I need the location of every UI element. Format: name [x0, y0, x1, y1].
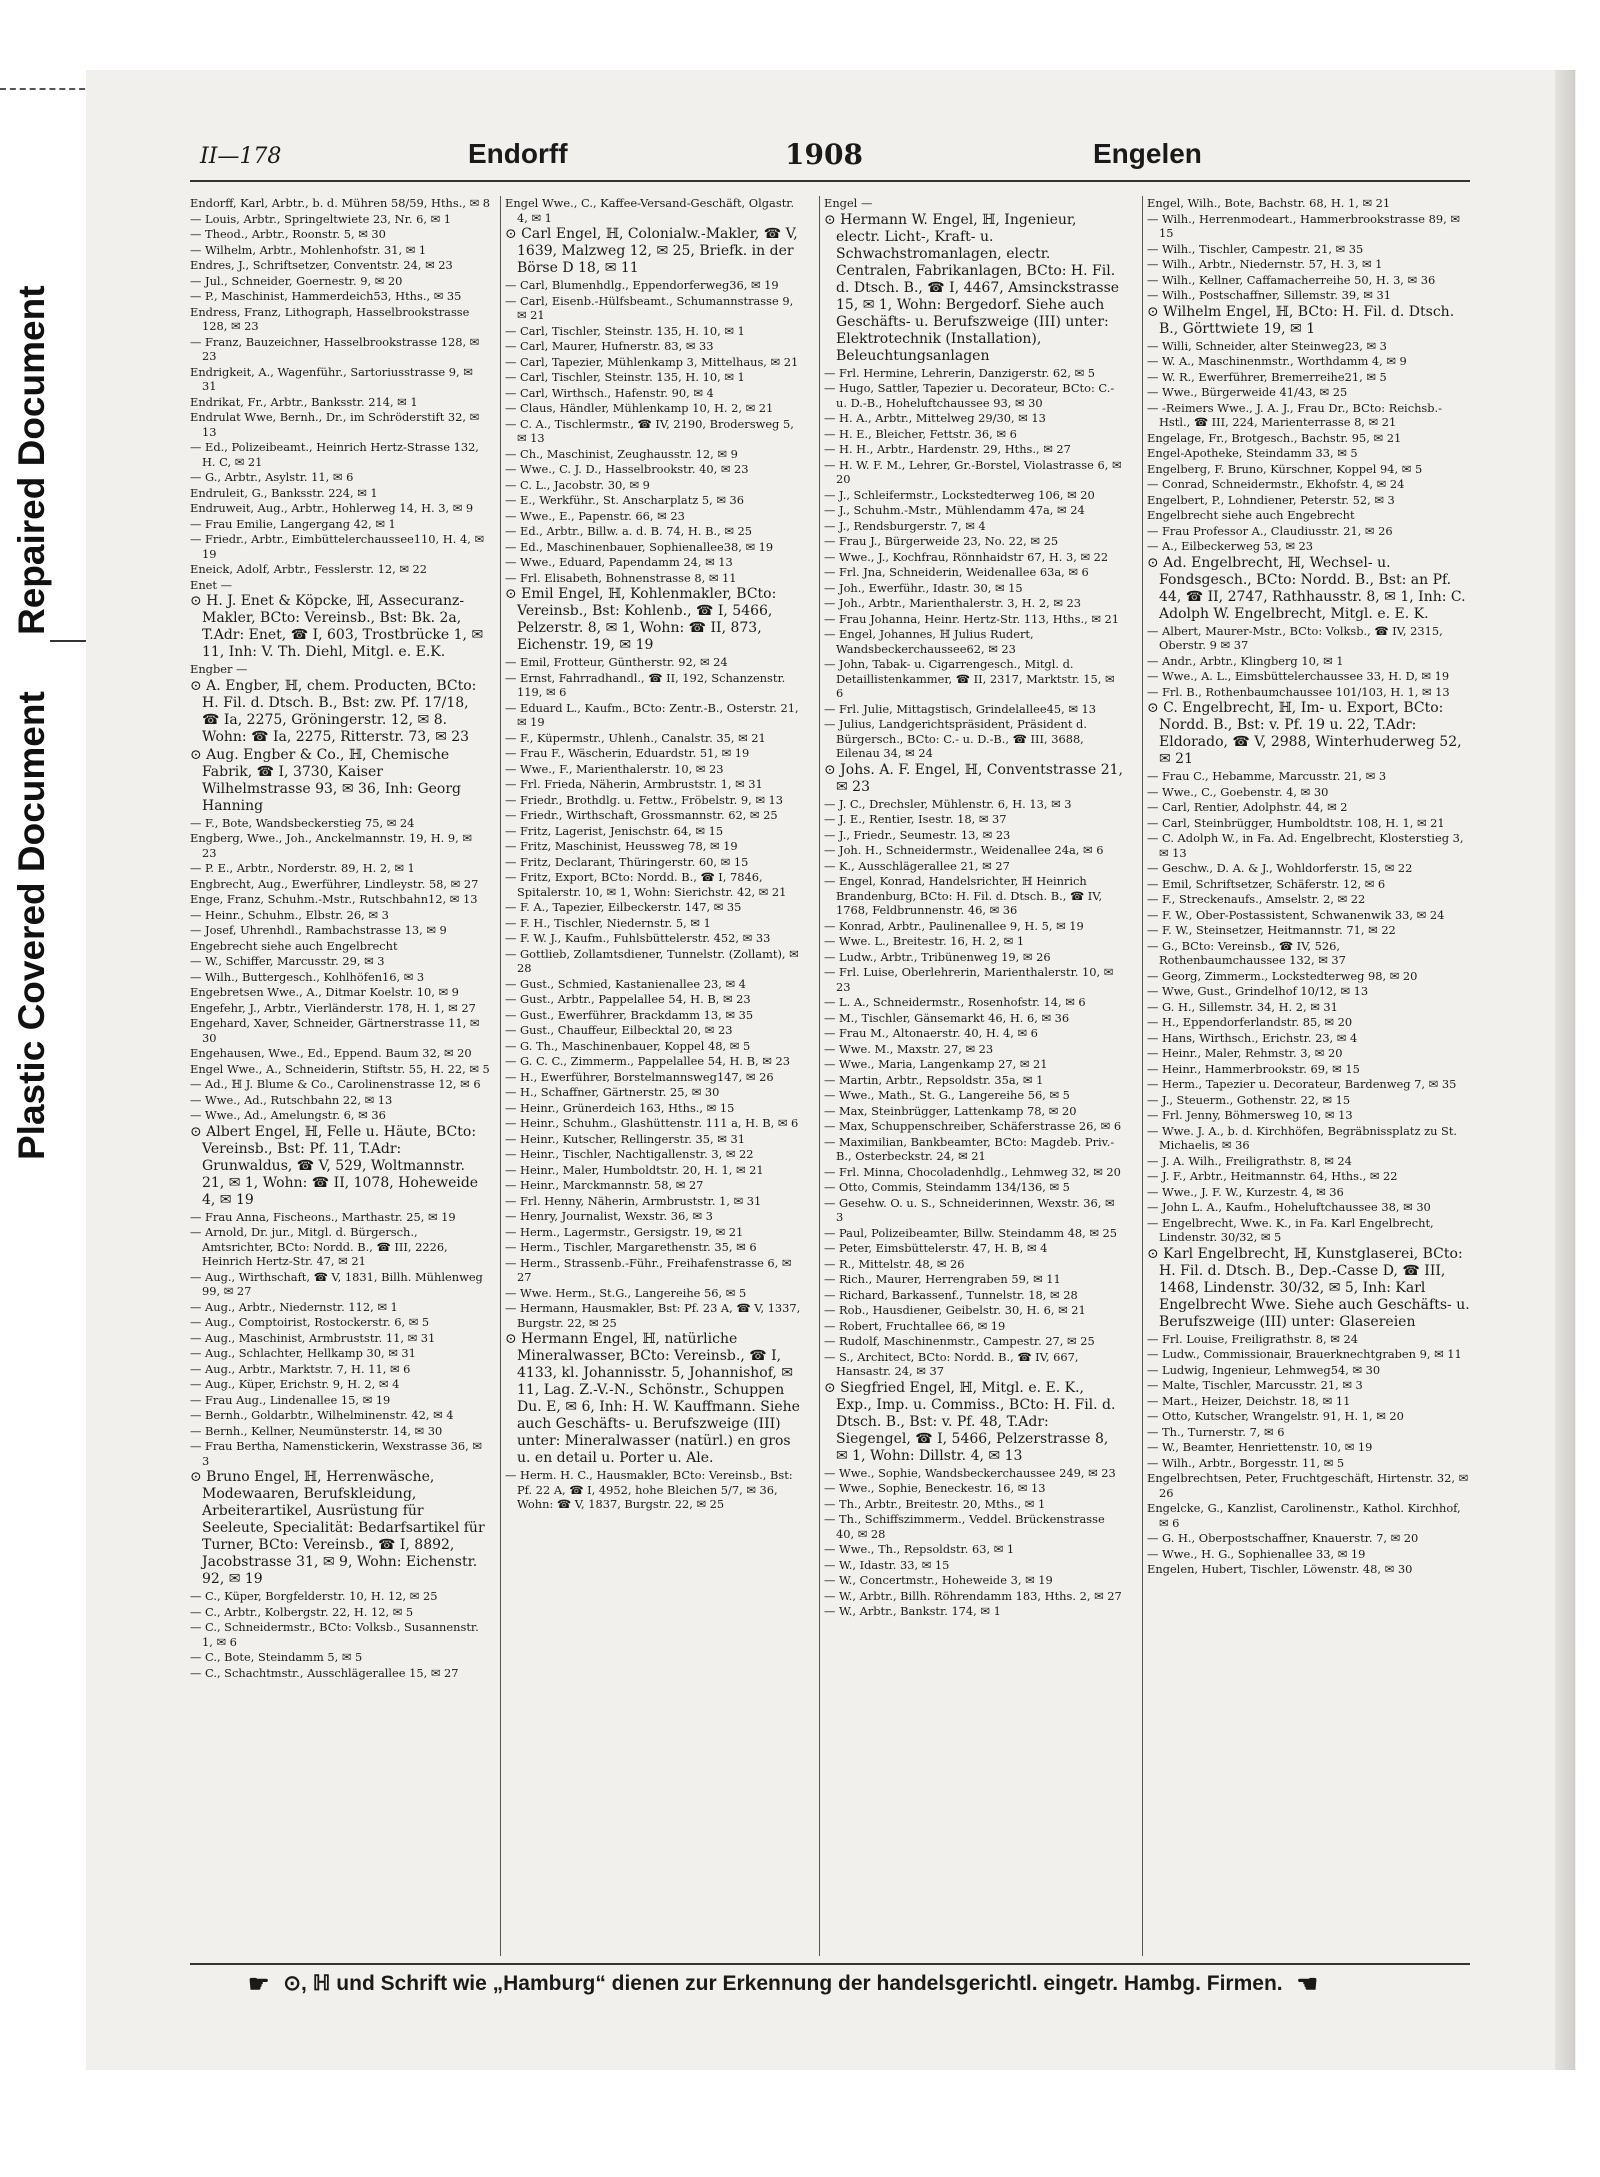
pointing-hand-left-icon: ☚	[1296, 1971, 1318, 1998]
directory-entry: — Frl. Jenny, Böhmersweg 10, ✉ 13	[1147, 1108, 1353, 1122]
directory-entry: — Ad., ℍ J. Blume & Co., Carolinenstrasse 12, ✉ 6	[190, 1077, 481, 1091]
directory-entry: — Aug., Comptoirist, Rostockerstr. 6, ✉ 5	[190, 1315, 430, 1329]
directory-entry: — C., Bote, Steindamm 5, ✉ 5	[190, 1650, 363, 1664]
firm-entry: ⊙ Bruno Engel, ℍ, Herrenwäsche, Modewaaren, Berufskleidung, Arbeiterartikel, Ausrüstung für Seeleute, Specialität: Bedarfsartikel für Turner, BCto: Vereinsb., ☎ I, 8892, Jacobstrasse 31, ✉ 9, Wohn: Eichenstr. 92, ✉ 19	[190, 1469, 485, 1587]
directory-entry: — Bernh., Kellner, Neumünsterstr. 14, ✉ 30	[190, 1423, 443, 1438]
directory-entry: — H. H., Arbtr., Hardenstr. 29, Hths., ✉ 27	[824, 442, 1071, 456]
column-3	[824, 196, 1124, 1956]
directory-entry: — L. A., Schneidermstr., Rosenhofstr. 14, ✉ 6	[824, 995, 1086, 1009]
directory-entry: — Max, Schuppenschreiber, Schäferstrasse 26, ✉ 6	[824, 1119, 1122, 1133]
directory-entry: — Frl. Luise, Oberlehrerin, Marienthalerstr. 10, ✉ 23	[824, 965, 1114, 994]
directory-entry: — Joh., Arbtr., Marienthalerstr. 3, H. 2, ✉ 23	[824, 596, 1082, 610]
column-divider	[500, 196, 501, 1956]
directory-entry: — Carl, Steinbrügger, Humboldtstr. 108, H. 1, ✉ 21	[1147, 815, 1445, 830]
directory-entry: — Ludw., Arbtr., Tribünenweg 19, ✉ 26	[824, 949, 1051, 964]
directory-entry: — Paul, Polizeibeamter, Billw. Steindamm 48, ✉ 25	[824, 1225, 1118, 1240]
directory-entry: — G. H., Oberpostschaffner, Knauerstr. 7, ✉ 20	[1147, 1531, 1419, 1545]
directory-entry: — E., Werkführ., St. Anscharplatz 5, ✉ 36	[505, 493, 745, 507]
directory-entry: — Otto, Kutscher, Wrangelstr. 91, H. 1, ✉ 20	[1147, 1409, 1404, 1423]
directory-entry: Engehard, Xaver, Schneider, Gärtnerstrasse 11, ✉ 30	[190, 1016, 480, 1045]
page-edge-shadow	[1555, 70, 1575, 2070]
directory-entry: — W., Schiffer, Marcusstr. 29, ✉ 3	[190, 954, 385, 968]
directory-entry: — J., Friedr., Seumestr. 13, ✉ 23	[824, 827, 1011, 842]
directory-entry: — J., Steuerm., Gothenstr. 22, ✉ 15	[1147, 1092, 1351, 1107]
directory-entry: — Wwe., Ad., Rutschbahn 22, ✉ 13	[190, 1092, 393, 1107]
firm-entry: ⊙ Aug. Engber & Co., ℍ, Chemische Fabrik, ☎ I, 3730, Kaiser Wilhelmstrasse 93, ✉ 36, Inh: Georg Hanning	[190, 746, 461, 814]
directory-entry: — Gottlieb, Zollamtsdiener, Tunnelstr. (Zollamt), ✉ 28	[505, 946, 799, 975]
footer-note: ⊙, ℍ und Schrift wie „Hamburg“ dienen zur Erkennung der handelsgerichtl. eingetr. Hambg. Firmen.	[283, 1972, 1283, 1996]
directory-entry: Engebrecht siehe auch Engelbrecht	[190, 938, 398, 953]
directory-entry: Engelage, Fr., Brotgesch., Bachstr. 95, ✉ 21	[1147, 430, 1402, 445]
directory-entry: — Herm. H. C., Hausmakler, BCto: Vereinsb., Bst: Pf. 22 A, ☎ I, 4952, hohe Bleichen 5/7, ✉ 36, Wohn: ☎ V, 1837, Burgstr. 22, ✉ 25	[505, 1468, 793, 1511]
directory-entry: Enet —	[190, 577, 232, 592]
directory-entry: — J., Schleifermstr., Lockstedterweg 106, ✉ 20	[824, 487, 1095, 502]
column-2	[505, 196, 805, 1956]
directory-entry: — G. H., Sillemstr. 34, H. 2, ✉ 31	[1147, 999, 1338, 1014]
directory-entry: — Gesehw. O. u. S., Schneiderinnen, Wexstr. 36, ✉ 3	[824, 1195, 1115, 1224]
directory-entry: — Wilh., Arbtr., Borgesstr. 11, ✉ 5	[1147, 1455, 1345, 1470]
directory-entry: — Carl, Tapezier, Mühlenkamp 3, Mittelhaus, ✉ 21	[505, 354, 799, 369]
directory-entry: — Heinr., Hammerbrookstr. 69, ✉ 15	[1147, 1061, 1360, 1076]
directory-entry: — G., BCto: Vereinsb., ☎ IV, 526, Rothenbaumchaussee 132, ✉ 37	[1147, 938, 1346, 967]
directory-entry: — Aug., Arbtr., Niedernstr. 112, ✉ 1	[190, 1299, 398, 1314]
directory-entry: — Carl, Tischler, Steinstr. 135, H. 10, ✉ 1	[505, 323, 745, 338]
directory-entry: — Wilh., Postschaffner, Sillemstr. 39, ✉ 31	[1147, 288, 1391, 302]
directory-entry: — G. Th., Maschinenbauer, Koppel 48, ✉ 5	[505, 1038, 751, 1053]
directory-entry: — Wwe., J., Kochfrau, Rönnhaidstr 67, H. 3, ✉ 22	[824, 549, 1109, 564]
directory-entry: — Hans, Wirthsch., Erichstr. 23, ✉ 4	[1147, 1030, 1358, 1045]
directory-entry: — Fritz, Maschinist, Heussweg 78, ✉ 19	[505, 839, 738, 853]
directory-entry: — Wwe., J. F. W., Kurzestr. 4, ✉ 36	[1147, 1184, 1344, 1199]
directory-entry: Engel Wwe., C., Kaffee-Versand-Geschäft, Olgastr. 4, ✉ 1	[505, 196, 795, 225]
directory-entry: — Konrad, Arbtr., Paulinenallee 9, H. 5, ✉ 19	[824, 918, 1084, 933]
directory-entry: — John, Tabak- u. Cigarrengesch., Mitgl. d. Detaillistenkammer, ☎ II, 2317, Marktstr. 15, ✉ 6	[824, 657, 1115, 700]
directory-entry: — Heinr., Grünerdeich 163, Hths., ✉ 15	[505, 1100, 735, 1115]
plastic-covered-label: Plastic Covered Document	[11, 691, 52, 1160]
firm-entry: ⊙ Albert Engel, ℍ, Felle u. Häute, BCto: Vereinsb., Bst: Pf. 11, T.Adr: Grunwaldus, ☎ V, 529, Woltmannstr. 21, ✉ 1, Wohn: ☎ II, 1078, Hoheweide 4, ✉ 19	[190, 1123, 479, 1208]
directory-entry: — Wwe., Th., Repsoldstr. 63, ✉ 1	[824, 1542, 1015, 1556]
directory-entry: — Frau Johanna, Heinr. Hertz-Str. 113, Hths., ✉ 21	[824, 611, 1120, 626]
directory-entry: — Aug., Wirthschaft, ☎ V, 1831, Billh. Mühlenweg 99, ✉ 27	[190, 1269, 483, 1298]
directory-entry: — Maximilian, Bankbeamter, BCto: Magdeb. Priv.-B., Osterbeckstr. 24, ✉ 21	[824, 1134, 1115, 1163]
directory-entry: Engel, Wilh., Bote, Bachstr. 68, H. 1, ✉ 21	[1147, 196, 1391, 210]
directory-entry: — G. C. C., Zimmerm., Pappelallee 54, H. B, ✉ 23	[505, 1054, 790, 1068]
directory-entry: — F., Bote, Wandsbeckerstieg 75, ✉ 24	[190, 815, 415, 830]
directory-entry: — Frau Aug., Lindenallee 15, ✉ 19	[190, 1392, 391, 1407]
directory-entry: — Wilh., Arbtr., Niedernstr. 57, H. 3, ✉ 1	[1147, 257, 1383, 271]
directory-entry: — Frl. B., Rothenbaumchaussee 101/103, H. 1, ✉ 13	[1147, 684, 1450, 699]
column-1	[190, 196, 490, 1956]
directory-entry: — Ernst, Fahrradhandl., ☎ II, 192, Schanzenstr. 119, ✉ 6	[505, 670, 786, 699]
firm-entry: ⊙ Ad. Engelbrecht, ℍ, Wechsel- u. Fondsgesch., BCto: Nordd. B., Bst: an Pf. 44, ☎ II, 2747, Rathhausstr. 8, ✉ 1, Inh: C. Adolph W. Engelbrecht, Mitgl. e. E. K.	[1147, 554, 1466, 622]
firm-entry: ⊙ Hermann W. Engel, ℍ, Ingenieur, electr. Licht-, Kraft- u. Schwachstromanlagen, electr. Centralen, Fabrikanlagen, BCto: H. Fil. d. Dtsch. B., ☎ I, 4467, Amsinckstrasse 15, ✉ 1, Wohn: Bergedorf. Siehe auch Geschäfts- u. Berufszweige (III) unter: Elektrotechnik (Installation), Beleuchtungsanlagen	[824, 211, 1120, 364]
directory-entry: — John L. A., Kaufm., Hoheluftchaussee 38, ✉ 30	[1147, 1200, 1431, 1214]
column-4	[1147, 196, 1470, 1956]
page-header	[200, 138, 1480, 178]
directory-entry: Eneick, Adolf, Arbtr., Fesslerstr. 12, ✉ 22	[190, 562, 428, 576]
directory-entry: — J. F., Arbtr., Heitmannstr. 64, Hths., ✉ 22	[1147, 1169, 1398, 1183]
directory-entry: — Frau Professor A., Claudiusstr. 21, ✉ 26	[1147, 523, 1393, 538]
directory-entry: — Gust., Ewerführer, Brackdamm 13, ✉ 35	[505, 1007, 754, 1022]
directory-entry: — Rob., Hausdiener, Geibelstr. 30, H. 6, ✉ 21	[824, 1303, 1086, 1317]
directory-entry: — Wwe. M., Maxstr. 27, ✉ 23	[824, 1041, 994, 1056]
header-rule	[190, 180, 1470, 182]
page-number: II—178	[200, 144, 282, 169]
directory-entry: — Hermann, Hausmakler, Bst: Pf. 23 A, ☎ V, 1337, Burgstr. 22, ✉ 25	[505, 1301, 801, 1330]
directory-entry: — Carl, Maurer, Hufnerstr. 83, ✉ 33	[505, 339, 714, 353]
directory-entry: — Wwe., A. L., Eimsbüttelerchaussee 33, H. D, ✉ 19	[1147, 669, 1450, 683]
directory-entry: Engehausen, Wwe., Ed., Eppend. Baum 32, ✉ 20	[190, 1046, 472, 1060]
directory-entry: — Th., Turnerstr. 7, ✉ 6	[1147, 1424, 1285, 1439]
directory-entry: — Malte, Tischler, Marcusstr. 21, ✉ 3	[1147, 1378, 1363, 1392]
right-running-head: Engelen	[1093, 138, 1202, 169]
directory-entry: Engber —	[190, 662, 248, 676]
directory-entry: — Geschw., D. A. & J., Wohldorferstr. 15, ✉ 22	[1147, 861, 1413, 875]
directory-entry: — Richard, Barkassenf., Tunnelstr. 18, ✉ 28	[824, 1287, 1078, 1302]
directory-entry: — Herm., Strassenb.-Führ., Freihafenstrasse 6, ✉ 27	[505, 1255, 792, 1284]
directory-entry: Endrikat, Fr., Arbtr., Banksstr. 214, ✉ 1	[190, 394, 418, 409]
year: 1908	[785, 138, 863, 171]
directory-entry: — Arnold, Dr. jur., Mitgl. d. Bürgersch., Amtsrichter, BCto: Nordd. B., ☎ III, 2226, Heinrich Hertz-Str. 47, ✉ 21	[190, 1225, 448, 1268]
directory-entry: — Jul., Schneider, Goernestr. 9, ✉ 20	[190, 273, 403, 288]
directory-entry: — Engel, Konrad, Handelsrichter, ℍ Heinrich Brandenburg, BCto: H. Fil. d. Dtsch. B., ☎ IV, 1768, Feldbrunnenstr. 46, ✉ 36	[824, 874, 1103, 917]
directory-entry: — Wwe, Gust., Grindelhof 10/12, ✉ 13	[1147, 984, 1369, 998]
directory-entry: — Friedr., Brothdlg. u. Fettw., Fröbelstr. 9, ✉ 13	[505, 792, 784, 807]
directory-entry: Endress, Franz, Lithograph, Hasselbrookstrasse 128, ✉ 23	[190, 304, 470, 333]
column-divider	[819, 196, 820, 1956]
directory-entry: — W., Arbtr., Billh. Röhrendamm 183, Hths. 2, ✉ 27	[824, 1588, 1122, 1603]
directory-entry: — W., Concertmstr., Hoheweide 3, ✉ 19	[824, 1573, 1053, 1587]
directory-entry: Engel Wwe., A., Schneiderin, Stiftstr. 55, H. 22, ✉ 5	[190, 1061, 490, 1076]
firm-entry: ⊙ Carl Engel, ℍ, Colonialw.-Makler, ☎ V, 1639, Malzweg 12, ✉ 25, Briefk. in der Börse D 18, ✉ 11	[505, 226, 798, 276]
directory-entry: — A., Eilbeckerweg 53, ✉ 23	[1147, 539, 1313, 553]
directory-entry: — Gust., Chauffeur, Eilbecktal 20, ✉ 23	[505, 1023, 733, 1037]
label-divider	[50, 640, 86, 642]
directory-entry: Engebretsen Wwe., A., Ditmar Koelstr. 10, ✉ 9	[190, 985, 459, 999]
directory-entry: — Heinr., Maler, Humboldtstr. 20, H. 1, ✉ 21	[505, 1162, 764, 1177]
directory-entry: Engefehr, J., Arbtr., Vierländerstr. 178, H. 1, ✉ 27	[190, 1000, 476, 1015]
left-running-head: Endorff	[468, 138, 568, 169]
directory-entry: Engberg, Wwe., Joh., Anckelmannstr. 19, H. 9, ✉ 23	[190, 831, 472, 860]
directory-entry: — Andr., Arbtr., Klingberg 10, ✉ 1	[1147, 653, 1344, 668]
directory-entry: — Wwe. Herm., St.G., Langereihe 56, ✉ 5	[505, 1285, 747, 1300]
directory-entry: — H. A., Arbtr., Mittelweg 29/30, ✉ 13	[824, 411, 1046, 425]
directory-entry: — Wwe., Sophie, Beneckestr. 16, ✉ 13	[824, 1481, 1046, 1495]
directory-entry: — Louis, Arbtr., Springeltwiete 23, Nr. 6, ✉ 1	[190, 211, 451, 226]
repaired-document-label: Repaired Document	[11, 285, 52, 635]
directory-entry: — R., Mittelstr. 48, ✉ 26	[824, 1256, 965, 1271]
directory-entry: — Joh. H., Schneidermstr., Weidenallee 24a, ✉ 6	[824, 843, 1104, 857]
directory-entry: — Claus, Händler, Mühlenkamp 10, H. 2, ✉ 21	[505, 401, 774, 415]
directory-entry: Engel-Apotheke, Steindamm 33, ✉ 5	[1147, 446, 1358, 460]
directory-entry: — P. E., Arbtr., Norderstr. 89, H. 2, ✉ 1	[190, 861, 415, 875]
side-label-strip	[8, 100, 78, 1160]
directory-entry: — F. A., Tapezier, Eilbeckerstr. 147, ✉ 35	[505, 900, 742, 914]
directory-entry: — M., Tischler, Gänsemarkt 46, H. 6, ✉ 36	[824, 1010, 1070, 1025]
directory-entry: — Wwe., Bürgerweide 41/43, ✉ 25	[1147, 385, 1348, 399]
directory-entry: — F., Streckenaufs., Amselstr. 2, ✉ 22	[1147, 892, 1366, 906]
directory-entry: Engelbrechtsen, Peter, Fruchtgeschäft, Hirtenstr. 32, ✉ 26	[1147, 1471, 1469, 1500]
cut-line	[0, 88, 95, 90]
directory-entry: — Wwe., F., Marienthalerstr. 10, ✉ 23	[505, 761, 724, 776]
directory-entry: — W. R., Ewerführer, Bremerreihe21, ✉ 5	[1147, 369, 1387, 384]
directory-entry: — Friedr., Wirthschaft, Grossmannstr. 62, ✉ 25	[505, 808, 778, 822]
directory-entry: — Friedr., Arbtr., Eimbüttelerchaussee110, H. 4, ✉ 19	[190, 532, 485, 561]
page-footer	[240, 1970, 1440, 2006]
directory-entry: — Albert, Maurer-Mstr., BCto: Volksb., ☎ IV, 2315, Oberstr. 9 ✉ 37	[1147, 623, 1443, 652]
directory-entry: Endrulat Wwe, Bernh., Dr., im Schröderstift 32, ✉ 13	[190, 410, 480, 439]
directory-entry: Enge, Franz, Schuhm.-Mstr., Rutschbahn12, ✉ 13	[190, 892, 478, 906]
directory-entry: — Wilh., Buttergesch., Kohlhöfen16, ✉ 3	[190, 969, 425, 984]
directory-entry: — Bernh., Goldarbtr., Wilhelminenstr. 42, ✉ 4	[190, 1408, 454, 1422]
directory-entry: — Ch., Maschinist, Zeughausstr. 12, ✉ 9	[505, 446, 738, 461]
directory-entry: — Fritz, Export, BCto: Nordd. B., ☎ I, 7846, Spitalerstr. 10, ✉ 1, Wohn: Sierichstr. 42, ✉ 21	[505, 870, 787, 899]
directory-entry: — Frau Emilie, Langergang 42, ✉ 1	[190, 516, 396, 531]
directory-entry: — Carl, Eisenb.-Hülfsbeamt., Schumannstrasse 9, ✉ 21	[505, 293, 794, 322]
directory-entry: — Carl, Blumenhdlg., Eppendorferweg36, ✉ 19	[505, 278, 779, 292]
directory-entry: — Willi, Schneider, alter Steinweg23, ✉ 3	[1147, 338, 1387, 353]
directory-entry: — Aug., Schlachter, Hellkamp 30, ✉ 31	[190, 1346, 416, 1360]
firm-entry: ⊙ Hermann Engel, ℍ, natürliche Mineralwasser, BCto: Vereinsb., ☎ I, 4133, kl. Johannisstr. 5, Johannishof, ✉ 11, Lag. Z.-V.-N., Schönstr., Schuppen Du. E, ✉ 6, Inh: H. W. Kauffmann. Siehe auch Geschäfts- u. Berufszweige (III) unter: Mineralwasser (natürl.) en gros u. en detail u. Porter u. Ale.	[505, 1331, 800, 1466]
directory-entry: — Heinr., Kutscher, Rellingerstr. 35, ✉ 31	[505, 1131, 745, 1146]
directory-entry: — Heinr., Tischler, Nachtigallenstr. 3, ✉ 22	[505, 1147, 754, 1161]
directory-entry: — Wwe., Eduard, Papendamm 24, ✉ 13	[505, 555, 733, 569]
top-margin	[0, 0, 1600, 52]
directory-entry: — S., Architect, BCto: Nordd. B., ☎ IV, 667, Hansastr. 24, ✉ 37	[824, 1349, 1079, 1378]
directory-entry: — Frau M., Altonaerstr. 40, H. 4, ✉ 6	[824, 1026, 1038, 1040]
firm-entry: ⊙ Emil Engel, ℍ, Kohlenmakler, BCto: Vereinsb., Bst: Kohlenb., ☎ I, 5466, Pelzerstr. 8, ✉ 1, Wohn: ☎ II, 873, Eichenstr. 19, ✉ 19	[505, 586, 777, 653]
directory-entry: Engelberg, F. Bruno, Kürschner, Koppel 94, ✉ 5	[1147, 461, 1423, 476]
directory-entry: — Aug., Küper, Erichstr. 9, H. 2, ✉ 4	[190, 1377, 400, 1391]
directory-entry: — Martin, Arbtr., Repsoldstr. 35a, ✉ 1	[824, 1072, 1044, 1087]
pointing-hand-right-icon: ☛	[248, 1971, 270, 1998]
directory-entry: — Eduard L., Kaufm., BCto: Zentr.-B., Osterstr. 21, ✉ 19	[505, 700, 799, 729]
directory-entry: — Mart., Heizer, Deichstr. 18, ✉ 11	[1147, 1393, 1351, 1408]
directory-entry: Engelcke, G., Kanzlist, Carolinenstr., Kathol. Kirchhof, ✉ 6	[1147, 1501, 1461, 1530]
directory-entry: — W., Arbtr., Bankstr. 174, ✉ 1	[824, 1604, 1001, 1618]
directory-entry: — Fritz, Lagerist, Jenischstr. 64, ✉ 15	[505, 823, 724, 838]
directory-entry: — Rudolf, Maschinenmstr., Campestr. 27, ✉ 25	[824, 1334, 1095, 1348]
directory-entry: — Ludwig, Ingenieur, Lehmweg54, ✉ 30	[1147, 1362, 1381, 1377]
directory-entry: — Frau Anna, Fischeons., Marthastr. 25, ✉ 19	[190, 1209, 456, 1224]
directory-entry: — Frl. Minna, Chocoladenhdlg., Lehmweg 32, ✉ 20	[824, 1164, 1121, 1179]
directory-entry: — Ed., Maschinenbauer, Sophienallee38, ✉ 19	[505, 539, 774, 554]
directory-entry: — Ludw., Commissionair, Brauerknechtgraben 9, ✉ 11	[1147, 1347, 1462, 1361]
directory-entry: — Wilh., Herrenmodeart., Hammerbrookstrasse 89, ✉ 15	[1147, 211, 1460, 240]
directory-entry: — Frl. Frieda, Näherin, Armbruststr. 1, ✉ 31	[505, 777, 763, 791]
directory-entry: — Wwe., H. G., Sophienallee 33, ✉ 19	[1147, 1546, 1366, 1561]
directory-entry: — Heinr., Schuhm., Glashüttenstr. 111 a, H. B, ✉ 6	[505, 1116, 799, 1130]
directory-entry: — Th., Schiffszimmerm., Veddel. Brückenstrasse 40, ✉ 28	[824, 1512, 1105, 1541]
directory-entry: — F., Küpermstr., Uhlenh., Canalstr. 35, ✉ 21	[505, 730, 766, 745]
directory-entry: — Franz, Bauzeichner, Hasselbrookstrasse 128, ✉ 23	[190, 334, 480, 363]
directory-entry: — Emil, Schriftsetzer, Schäferstr. 12, ✉ 6	[1147, 876, 1386, 891]
directory-entry: — F. H., Tischler, Niedernstr. 5, ✉ 1	[505, 915, 711, 930]
directory-entry: — J. E., Rentier, Isestr. 18, ✉ 37	[824, 812, 1007, 826]
firm-entry: ⊙ C. Engelbrecht, ℍ, Im- u. Export, BCto: Nordd. B., Bst: v. Pf. 19 u. 22, T.Adr: Eldorado, ☎ V, 2988, Winterhuderweg 52, ✉ 21	[1147, 700, 1462, 767]
directory-entry: Endres, J., Schriftsetzer, Conventstr. 24, ✉ 23	[190, 258, 453, 272]
directory-entry: — Herm., Tapezier u. Decorateur, Bardenweg 7, ✉ 35	[1147, 1077, 1457, 1091]
directory-entry: — F. W., Steinsetzer, Heitmannstr. 71, ✉ 22	[1147, 923, 1396, 937]
directory-entry: Engelbert, P., Lohndiener, Peterstr. 52, ✉ 3	[1147, 492, 1395, 507]
directory-entry: — W. A., Maschinenmstr., Worthdamm 4, ✉ 9	[1147, 354, 1407, 368]
directory-entry: Endorff, Karl, Arbtr., b. d. Mühren 58/59, Hths., ✉ 8	[190, 196, 490, 210]
directory-entry: — Ed., Arbtr., Billw. a. d. B. 74, H. B., ✉ 25	[505, 524, 752, 538]
directory-entry: — Robert, Fruchtallee 66, ✉ 19	[824, 1318, 1006, 1333]
firm-entry: ⊙ A. Engber, ℍ, chem. Producten, BCto: H. Fil. d. Dtsch. B., Bst: zw. Pf. 17/18, ☎ Ia, 2275, Gröningerstr. 12, ✉ 8. Wohn: ☎ Ia, 2275, Ritterstr. 73, ✉ 23	[190, 677, 477, 745]
directory-entry: — Frau J., Bürgerweide 23, No. 22, ✉ 25	[824, 534, 1059, 548]
directory-entry: — P., Maschinist, Hammerdeich53, Hths., ✉ 35	[190, 289, 462, 303]
directory-entry: — Frl. Henny, Näherin, Armbruststr. 1, ✉ 31	[505, 1193, 762, 1208]
directory-entry: — Frl. Jna, Schneiderin, Weidenallee 63a, ✉ 6	[824, 565, 1089, 579]
directory-entry: Endrigkeit, A., Wagenführ., Sartoriusstrasse 9, ✉ 31	[190, 364, 473, 393]
directory-entry: — Rich., Maurer, Herrengraben 59, ✉ 11	[824, 1272, 1061, 1286]
directory-entry: — H. W. F. M., Lehrer, Gr.-Borstel, Violastrasse 6, ✉ 20	[824, 457, 1122, 486]
directory-entry: — Joh., Ewerführ., Idastr. 30, ✉ 15	[824, 580, 1023, 595]
directory-entry: — Wwe., C. J. D., Hasselbrookstr. 40, ✉ 23	[505, 462, 749, 476]
directory-entry: — Hugo, Sattler, Tapezier u. Decorateur, BCto: C.- u. D.-B., Hoheluftchaussee 93, ✉ 30	[824, 381, 1115, 410]
directory-entry: — C. Adolph W., in Fa. Ad. Engelbrecht, Klosterstieg 3, ✉ 13	[1147, 831, 1464, 860]
directory-entry: — C., Schneidermstr., BCto: Volksb., Susannenstr. 1, ✉ 6	[190, 1620, 479, 1649]
directory-entry: — Ed., Polizeibeamt., Heinrich Hertz-Strasse 132, H. C, ✉ 21	[190, 440, 479, 469]
directory-entry: — H., Schaffner, Gärtnerstr. 25, ✉ 30	[505, 1085, 720, 1099]
directory-entry: — Frl. Louise, Freiligrathstr. 8, ✉ 24	[1147, 1331, 1358, 1346]
directory-entry: — J., Schuhm.-Mstr., Mühlendamm 47a, ✉ 24	[824, 503, 1085, 517]
directory-entry: — Wwe. J. A., b. d. Kirchhöfen, Begräbnissplatz zu St. Michaelis, ✉ 36	[1147, 1123, 1458, 1152]
directory-entry: Engel —	[824, 196, 873, 210]
directory-entry: — Wilh., Tischler, Campestr. 21, ✉ 35	[1147, 241, 1364, 256]
directory-entry: — Carl, Rentier, Adolphstr. 44, ✉ 2	[1147, 800, 1348, 814]
firm-entry: ⊙ Wilhelm Engel, ℍ, BCto: H. Fil. d. Dtsch. B., Görttwiete 19, ✉ 1	[1147, 303, 1455, 337]
directory-entry: — Wwe., Maria, Langenkamp 27, ✉ 21	[824, 1057, 1048, 1071]
directory-entry: — Frl. Hermine, Lehrerin, Danzigerstr. 62, ✉ 5	[824, 365, 1096, 380]
directory-entry: — Frau F., Wäscherin, Eduardstr. 51, ✉ 19	[505, 746, 750, 760]
directory-entry: — Wilh., Kellner, Caffamacherreihe 50, H. 3, ✉ 36	[1147, 272, 1436, 287]
directory-entry: Endruweit, Aug., Arbtr., Hohlerweg 14, H. 3, ✉ 9	[190, 501, 474, 515]
directory-entry: — Gust., Arbtr., Pappelallee 54, H. B, ✉ 23	[505, 992, 751, 1006]
directory-entry: — Emil, Frotteur, Güntherstr. 92, ✉ 24	[505, 655, 728, 669]
directory-entry: — Carl, Wirthsch., Hafenstr. 90, ✉ 4	[505, 385, 714, 400]
directory-entry: — Frl. Julie, Mittagstisch, Grindelallee45, ✉ 13	[824, 701, 1096, 716]
directory-entry: — Wwe., Ad., Amelungstr. 6, ✉ 36	[190, 1108, 386, 1122]
firm-entry: ⊙ H. J. Enet & Köpcke, ℍ, Assecuranz-Makler, BCto: Vereinsb., Bst: Bk. 2a, T.Adr: Enet, ☎ I, 603, Trostbrücke 1, ✉ 11, Inh: V. Th. Diehl, Mitgl. e. E.K.	[190, 593, 484, 660]
directory-entry: — Frau C., Hebamme, Marcusstr. 21, ✉ 3	[1147, 769, 1387, 783]
directory-entry: — Gust., Schmied, Kastanienallee 23, ✉ 4	[505, 976, 746, 991]
firm-entry: ⊙ Karl Engelbrecht, ℍ, Kunstglaserei, BCto: H. Fil. d. Dtsch. B., Dep.-Casse D, ☎ III, 1468, Lindenstr. 30/32, ✉ 5, Inh: Karl Engelbrecht Wwe. Siehe auch Geschäfts- u. Berufszweige (III) unter: Glasereien	[1147, 1245, 1470, 1330]
directory-entry: Engbrecht, Aug., Ewerführer, Lindleystr. 58, ✉ 27	[190, 876, 479, 891]
directory-entry: — Wwe., Math., St. G., Langereihe 56, ✉ 5	[824, 1088, 1070, 1102]
directory-entry: — Wwe., Sophie, Wandsbeckerchaussee 249, ✉ 23	[824, 1465, 1116, 1480]
directory-entry: — Georg, Zimmerm., Lockstedterweg 98, ✉ 20	[1147, 968, 1418, 983]
directory-entry: — H. E., Bleicher, Fettstr. 36, ✉ 6	[824, 426, 1017, 441]
directory-entry: — Herm., Tischler, Margarethenstr. 35, ✉ 6	[505, 1240, 757, 1254]
directory-entry: — Aug., Arbtr., Marktstr. 7, H. 11, ✉ 6	[190, 1361, 411, 1376]
directory-entry: — H., Eppendorferlandstr. 85, ✉ 20	[1147, 1015, 1353, 1029]
directory-entry: — Heinr., Marckmannstr. 58, ✉ 27	[505, 1178, 704, 1192]
directory-entry: — F. W., Ober-Postassistent, Schwanenwik 33, ✉ 24	[1147, 907, 1445, 922]
directory-entry: — Max, Steinbrügger, Lattenkamp 78, ✉ 20	[824, 1103, 1077, 1118]
directory-entry: — J. C., Drechsler, Mühlenstr. 6, H. 13, ✉ 3	[824, 796, 1072, 811]
directory-entry: — Frau Bertha, Namenstickerin, Wexstrasse 36, ✉ 3	[190, 1439, 482, 1468]
directory-entry: — -Reimers Wwe., J. A. J., Frau Dr., BCto: Reichsb.-Hstl., ☎ III, 224, Marienterrasse 8, ✉ 21	[1147, 400, 1443, 429]
directory-entry: — H., Ewerführer, Borstelmannsweg147, ✉ 26	[505, 1069, 774, 1084]
directory-entry: — K., Ausschlägerallee 21, ✉ 27	[824, 858, 1010, 873]
directory-entry: — Wwe. L., Breitestr. 16, H. 2, ✉ 1	[824, 934, 1025, 948]
directory-entry: — Fritz, Declarant, Thüringerstr. 60, ✉ 15	[505, 854, 749, 869]
directory-entry: — C. A., Tischlermstr., ☎ IV, 2190, Brodersweg 5, ✉ 13	[505, 416, 794, 445]
directory-entry: Engelen, Hubert, Tischler, Löwenstr. 48, ✉ 30	[1147, 1562, 1413, 1576]
directory-entry: — G., Arbtr., Asylstr. 11, ✉ 6	[190, 470, 354, 484]
directory-entry: — Wwe., C., Goebenstr. 4, ✉ 30	[1147, 784, 1329, 799]
directory-entry: — Josef, Uhrenhdl., Rambachstrasse 13, ✉ 9	[190, 923, 447, 937]
directory-entry: Endruleit, G., Banksstr. 224, ✉ 1	[190, 485, 378, 500]
directory-entry: — W., Beamter, Henriettenstr. 10, ✉ 19	[1147, 1440, 1373, 1454]
footer-rule	[190, 1963, 1470, 1965]
directory-entry: — Th., Arbtr., Breitestr. 20, Mths., ✉ 1	[824, 1496, 1046, 1511]
directory-entry: — W., Idastr. 33, ✉ 15	[824, 1557, 950, 1572]
directory-entry: — Julius, Landgerichtspräsident, Präsident d. Bürgersch., BCto: C.- u. D.-B., ☎ III, 3688, Eilenau 34, ✉ 24	[824, 717, 1087, 760]
directory-entry: — Aug., Maschinist, Armbruststr. 11, ✉ 31	[190, 1330, 436, 1345]
directory-entry: — Conrad, Schneidermstr., Ekhofstr. 4, ✉ 24	[1147, 477, 1405, 491]
column-divider	[1142, 196, 1143, 1956]
directory-entry: — Carl, Tischler, Steinstr. 135, H. 10, ✉ 1	[505, 370, 745, 384]
directory-entry: — Theod., Arbtr., Roonstr. 5, ✉ 30	[190, 227, 386, 241]
directory-entry: Engelbrecht siehe auch Engebrecht	[1147, 508, 1355, 522]
directory-entry: — Wilhelm, Arbtr., Mohlenhofstr. 31, ✉ 1	[190, 242, 427, 257]
directory-entry: — Engel, Johannes, ℍ Julius Rudert, Wandsbeckerchaussee62, ✉ 23	[824, 627, 1034, 656]
directory-entry: — Wwe., E., Papenstr. 66, ✉ 23	[505, 508, 685, 523]
directory-entry: — C., Schachtmstr., Ausschlägerallee 15, ✉ 27	[190, 1665, 459, 1680]
directory-entry: — C., Arbtr., Kolbergstr. 22, H. 12, ✉ 5	[190, 1604, 414, 1619]
directory-entry: — Heinr., Maler, Rehmstr. 3, ✉ 20	[1147, 1046, 1343, 1060]
directory-entry: — Engelbrecht, Wwe. K., in Fa. Karl Engelbrecht, Lindenstr. 30/32, ✉ 5	[1147, 1215, 1434, 1244]
directory-entry: — J., Rendsburgerstr. 7, ✉ 4	[824, 518, 986, 533]
directory-entry: — J. A. Wilh., Freiligrathstr. 8, ✉ 24	[1147, 1153, 1352, 1168]
directory-entry: — F. W. J., Kaufm., Fuhlsbüttelerstr. 452, ✉ 33	[505, 931, 771, 945]
directory-entry: — Peter, Eimsbüttelerstr. 47, H. B, ✉ 4	[824, 1241, 1048, 1255]
directory-entry: — C. L., Jacobstr. 30, ✉ 9	[505, 477, 650, 492]
directory-entry: — Henry, Journalist, Wexstr. 36, ✉ 3	[505, 1209, 713, 1223]
directory-entry: — C., Küper, Borgfelderstr. 10, H. 12, ✉ 25	[190, 1589, 438, 1603]
directory-entry: — Heinr., Schuhm., Elbstr. 26, ✉ 3	[190, 907, 389, 922]
directory-entry: — Herm., Lagermstr., Gersigstr. 19, ✉ 21	[505, 1224, 744, 1239]
firm-entry: ⊙ Siegfried Engel, ℍ, Mitgl. e. E. K., Exp., Imp. u. Commiss., BCto: H. Fil. d. Dtsch. B., Bst: v. Pf. 48, T.Adr: Siegengel, ☎ I, 5466, Pelzerstrasse 8, ✉ 1, Wohn: Dillstr. 4, ✉ 13	[824, 1379, 1116, 1464]
directory-entry: — Frl. Elisabeth, Bohnenstrasse 8, ✉ 11	[505, 570, 737, 585]
firm-entry: ⊙ Johs. A. F. Engel, ℍ, Conventstrasse 21, ✉ 23	[824, 761, 1123, 795]
directory-entry: — Otto, Commis, Steindamm 134/136, ✉ 5	[824, 1180, 1070, 1194]
